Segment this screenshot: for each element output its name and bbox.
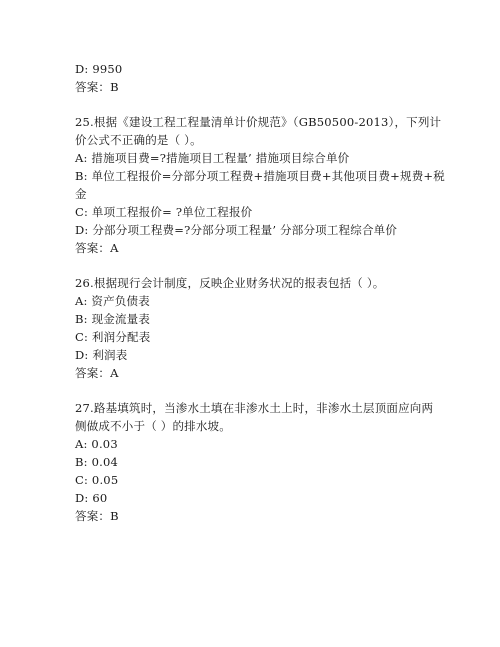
option-b-continued: 金 — [75, 187, 87, 201]
option-d: D: 分部分项工程费=?分部分项工程量’ 分部分项工程综合单价 — [75, 223, 398, 237]
option-b: B: 现金流量表 — [75, 312, 151, 326]
question-stem: 27.路基填筑时，当渗水土填在非渗水土上时，非渗水土层顶面应向两 — [75, 401, 434, 415]
answer: 答案：B — [75, 80, 119, 94]
option-a: A: 0.03 — [75, 437, 118, 451]
question-stem: 26.根据现行会计制度，反映企业财务状况的报表包括（ ）。 — [75, 276, 385, 290]
option-c: C: 单项工程报价= ?单位工程报价 — [75, 205, 253, 219]
option-d: D: 60 — [75, 491, 108, 505]
answer: 答案：A — [75, 366, 119, 380]
question-stem: 25.根据《建设工程工程量清单计价规范》（GB50500-2013），下列计 — [75, 115, 442, 129]
option-b: B: 单位工程报价=分部分项工程费+措施项目费+其他项目费+规费+税 — [75, 169, 445, 183]
option-d: D: 利润表 — [75, 348, 128, 362]
answer: 答案：B — [75, 509, 119, 523]
option-c: C: 0.05 — [75, 473, 119, 487]
question-26 — [75, 274, 435, 382]
option-a: A: 措施项目费=?措施项目工程量’ 措施项目综合单价 — [75, 151, 350, 165]
option-d: D: 9950 — [75, 62, 123, 76]
option-c: C: 利润分配表 — [75, 330, 151, 344]
question-25 — [75, 113, 445, 257]
option-b: B: 0.04 — [75, 455, 118, 469]
document-page — [75, 60, 445, 525]
question-27 — [75, 399, 435, 525]
question-24-tail — [75, 60, 435, 96]
answer: 答案：A — [75, 241, 119, 255]
question-stem-continued: 价公式不正确的是（ ）。 — [75, 133, 202, 147]
question-stem-continued: 侧做成不小于（ ）的排水坡。 — [75, 419, 231, 433]
option-a: A: 资产负债表 — [75, 294, 150, 308]
